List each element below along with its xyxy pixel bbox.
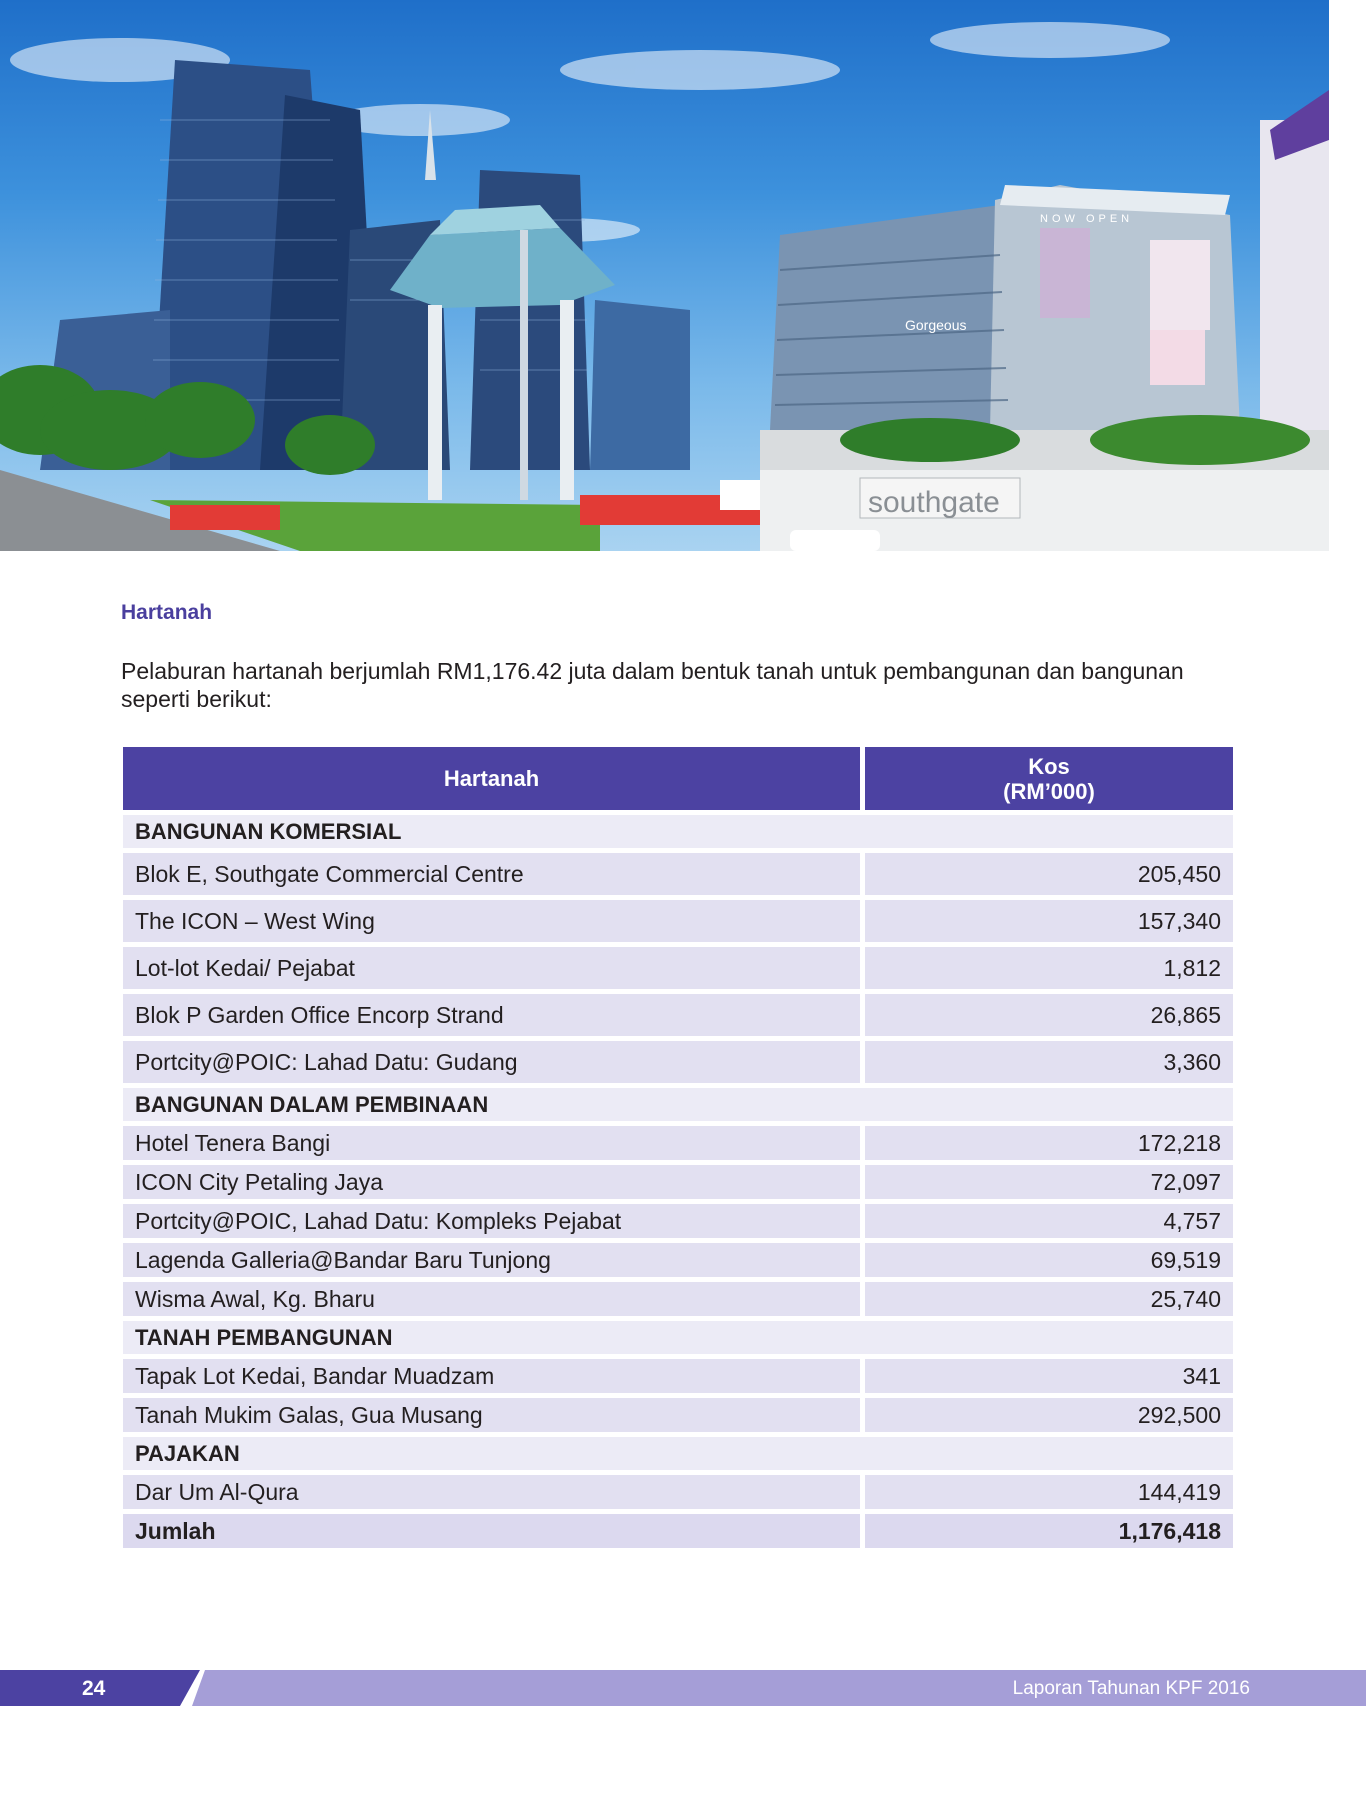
property-name: Lagenda Galleria@Bandar Baru Tunjong: [123, 1243, 860, 1277]
category-row: [123, 1088, 1233, 1121]
property-name: The ICON – West Wing: [123, 900, 860, 942]
table-row: [123, 1243, 1233, 1277]
intro-paragraph: Pelaburan hartanah berjumlah RM1,176.42 juta dalam bentuk tanah untuk pembangunan dan bangunan seperti berikut:: [121, 658, 1184, 712]
property-cost: 172,218: [865, 1126, 1233, 1160]
table-row: [123, 994, 1233, 1036]
property-name: Tanah Mukim Galas, Gua Musang: [123, 1398, 860, 1432]
property-name: Portcity@POIC, Lahad Datu: Kompleks Pejabat: [123, 1204, 860, 1238]
property-cost: 341: [865, 1359, 1233, 1393]
header-cost: [865, 747, 1233, 810]
property-cost: 26,865: [865, 994, 1233, 1036]
header-cost-line2: (RM’000): [1003, 778, 1095, 804]
total-cost: 1,176,418: [865, 1514, 1233, 1548]
table-row: [123, 1282, 1233, 1316]
property-name: Dar Um Al-Qura: [123, 1475, 860, 1509]
table-row: [123, 1204, 1233, 1238]
table-row: [123, 1359, 1233, 1393]
property-name: Blok P Garden Office Encorp Strand: [123, 994, 860, 1036]
southgate-ground: [760, 415, 1329, 551]
property-cost: 72,097: [865, 1165, 1233, 1199]
table-row: [123, 1398, 1233, 1432]
total-row: [123, 1514, 1233, 1548]
property-table: [118, 742, 1238, 1553]
table-row: [123, 1041, 1233, 1083]
now-open-banner: NOW OPEN: [1040, 213, 1134, 225]
property-name: Blok E, Southgate Commercial Centre: [123, 853, 860, 895]
section-heading: Hartanah: [121, 601, 213, 624]
property-cost: 3,360: [865, 1041, 1233, 1083]
table-row: [123, 853, 1233, 895]
hero-photo: [0, 0, 1329, 551]
hero-illustration: [0, 0, 1329, 551]
category-row: [123, 815, 1233, 848]
southgate-building: [770, 90, 1329, 430]
property-cost: 25,740: [865, 1282, 1233, 1316]
page-number: 24: [82, 1677, 106, 1700]
property-cost: 1,812: [865, 947, 1233, 989]
property-name: Portcity@POIC: Lahad Datu: Gudang: [123, 1041, 860, 1083]
property-cost: 144,419: [865, 1475, 1233, 1509]
footer-title: Laporan Tahunan KPF 2016: [1012, 1678, 1250, 1699]
header-cost-line1: Kos: [1028, 753, 1070, 779]
category-label: BANGUNAN KOMERSIAL: [123, 815, 1233, 848]
property-cost: 205,450: [865, 853, 1233, 895]
property-name: Tapak Lot Kedai, Bandar Muadzam: [123, 1359, 860, 1393]
category-row: [123, 1321, 1233, 1354]
property-cost: 69,519: [865, 1243, 1233, 1277]
table-row: [123, 1126, 1233, 1160]
category-label: TANAH PEMBANGUNAN: [123, 1321, 1233, 1354]
table-row: [123, 1475, 1233, 1509]
gorgeous-sign: Gorgeous: [905, 317, 967, 333]
header-property: Hartanah: [123, 747, 860, 810]
property-name: Wisma Awal, Kg. Bharu: [123, 1282, 860, 1316]
category-row: [123, 1437, 1233, 1470]
table-row: [123, 947, 1233, 989]
category-label: BANGUNAN DALAM PEMBINAAN: [123, 1088, 1233, 1121]
total-label: Jumlah: [123, 1514, 860, 1548]
table-row: [123, 900, 1233, 942]
table-row: [123, 1165, 1233, 1199]
property-name: Lot-lot Kedai/ Pejabat: [123, 947, 860, 989]
category-label: PAJAKAN: [123, 1437, 1233, 1470]
property-cost: 292,500: [865, 1398, 1233, 1432]
southgate-logo: southgate: [868, 486, 1000, 519]
table-header-row: [123, 747, 1233, 810]
property-name: ICON City Petaling Jaya: [123, 1165, 860, 1199]
property-name: Hotel Tenera Bangi: [123, 1126, 860, 1160]
property-cost: 4,757: [865, 1204, 1233, 1238]
property-cost: 157,340: [865, 900, 1233, 942]
